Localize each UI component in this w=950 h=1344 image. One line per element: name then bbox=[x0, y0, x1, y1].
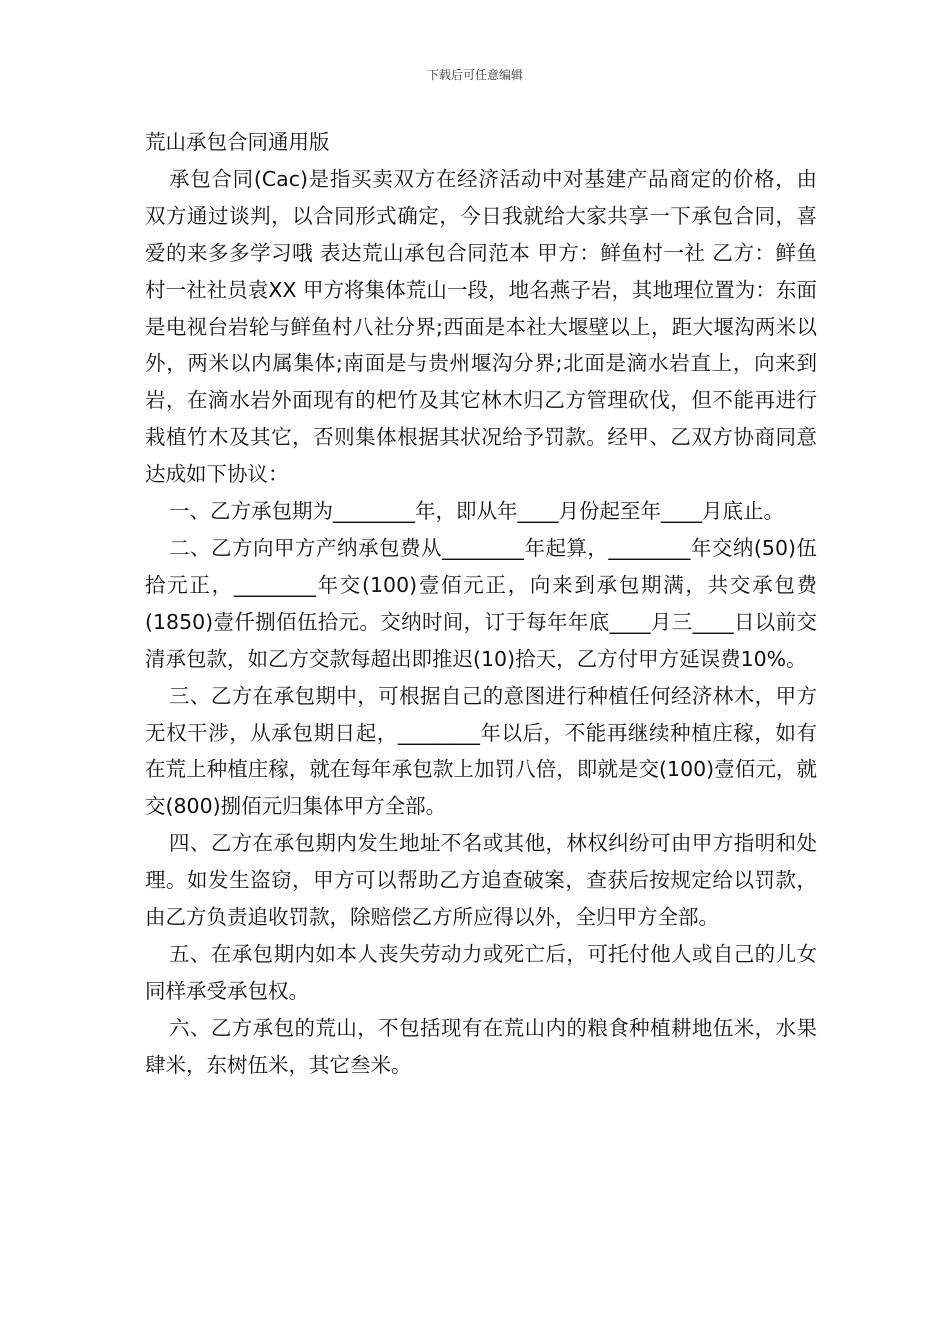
paragraph-clause-2: 二、乙方向甲方产纳承包费从________年起算，________年交纳(50)伍拾元正，________年交(100)壹佰元正，向来到承包期满，共交承包费(1850)壹仟捌佰伍拾元。交纳时间，订于每年年底____月三____日以前交清承包款，如乙方交款每超出即推迟(10)拾天，乙方付甲方延误费10%。 bbox=[145, 535, 817, 671]
paragraph-clause-6: 六、乙方承包的荒山，不包括现有在荒山内的粮食种植耕地伍米，水果肆米，东树伍米，其它叁米。 bbox=[145, 1015, 817, 1077]
paragraph-clause-1: 一、乙方承包期为________年，即从年____月份起至年____月底止。 bbox=[169, 499, 784, 524]
paragraph-clause-3: 三、乙方在承包期中，可根据自己的意图进行种植任何经济林木，甲方无权干涉，从承包期日起，________年以后，不能再继续种植庄稼，如有在荒上种植庄稼，就在每年承包款上加罚八倍，即就是交(100)壹佰元，就交(800)捌佰元归集体甲方全部。 bbox=[145, 683, 817, 819]
paragraph-intro: 承包合同(Cac)是指买卖双方在经济活动中对基建产品商定的价格，由双方通过谈判，以合同形式确定，今日我就给大家共享一下承包合同，喜爱的来多多学习哦 表达荒山承包合同范本 甲方：鲜鱼村一社 乙方：鲜鱼村一社社员袁XX 甲方将集体荒山一段，地名燕子岩，其地理位置为：东面是电视台岩轮与鲜鱼村八社分界;西面是本社大堰壁以上，距大堰沟两米以外，两米以内属集体;南面是与贵州堰沟分界;北面是滴水岩直上，向来到岩，在滴水岩外面现有的杷竹及其它林木归乙方管理砍伐，但不能再进行栽植竹木及其它，否则集体根据其状况给予罚款。经甲、乙双方协商同意达成如下协议： bbox=[145, 166, 817, 487]
paragraph-clause-4: 四、乙方在承包期内发生地址不名或其他，林权纠纷可由甲方指明和处理。如发生盗窃，甲方可以帮助乙方追查破案，查获后按规定给以罚款，由乙方负责追收罚款，除赔偿乙方所应得以外，全归甲方全部。 bbox=[145, 831, 817, 930]
paragraph-clause-5: 五、在承包期内如本人丧失劳动力或死亡后，可托付他人或自己的儿女同样承受承包权。 bbox=[145, 941, 817, 1003]
document-title: 荒山承包合同通用版 bbox=[145, 130, 330, 154]
header-note: 下载后可任意编辑 bbox=[426, 68, 523, 82]
document-body bbox=[145, 124, 817, 1084]
